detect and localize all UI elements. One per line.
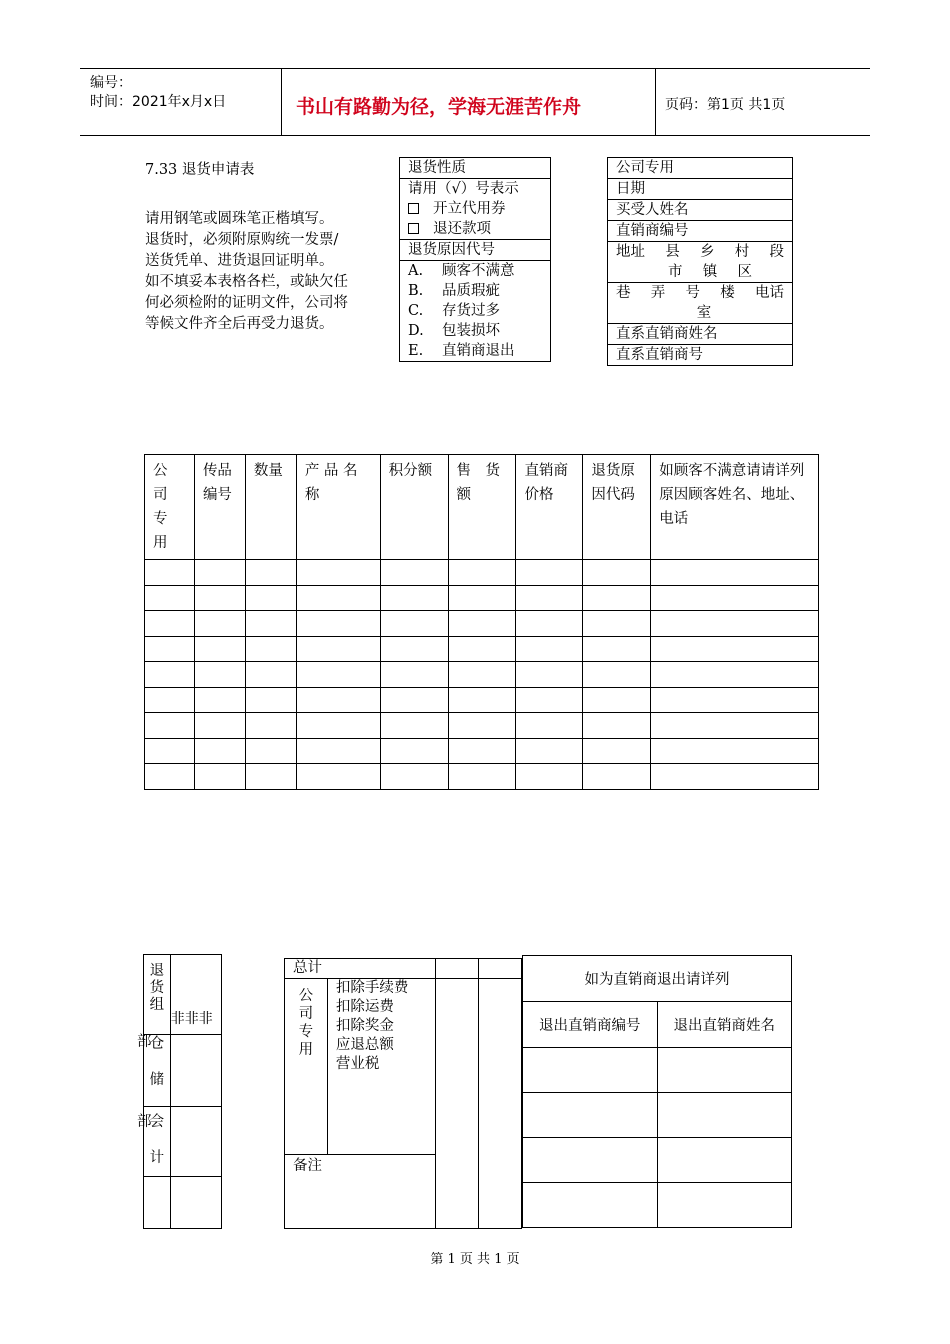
table-cell[interactable] [245, 738, 296, 764]
table-cell[interactable] [651, 738, 819, 764]
table-cell[interactable] [194, 662, 245, 688]
table-cell[interactable] [651, 560, 819, 586]
table-cell[interactable] [145, 611, 195, 637]
reason-item: D. 包装损坏 [400, 321, 551, 341]
table-cell[interactable] [245, 636, 296, 662]
address-field[interactable] [608, 242, 793, 283]
table-cell[interactable] [145, 560, 195, 586]
instruction-line: 如不填妥本表格各栏，或缺欠任 [145, 274, 348, 290]
table-cell[interactable] [651, 713, 819, 739]
header-divider [655, 68, 656, 135]
deduction-item: 扣除运费 [335, 999, 394, 1015]
table-cell[interactable] [657, 1138, 792, 1183]
table-cell[interactable] [516, 585, 583, 611]
table-cell[interactable] [296, 611, 380, 637]
date-field[interactable]: 日期 [608, 179, 793, 200]
table-cell[interactable] [145, 713, 195, 739]
return-group-label: 退 货 组 [144, 955, 171, 1035]
header-page: 页码：第1页 共1页 [665, 97, 786, 113]
table-cell[interactable] [296, 764, 380, 790]
table-cell[interactable] [380, 764, 448, 790]
table-cell[interactable] [583, 611, 651, 637]
deduction-item: 营业税 [335, 1056, 380, 1072]
table-cell[interactable] [651, 687, 819, 713]
table-cell[interactable] [380, 738, 448, 764]
table-cell[interactable] [516, 662, 583, 688]
header-divider [281, 68, 282, 135]
table-cell[interactable] [516, 687, 583, 713]
table-cell[interactable] [583, 636, 651, 662]
table-cell[interactable] [583, 560, 651, 586]
table-cell[interactable] [448, 636, 516, 662]
table-cell[interactable] [516, 560, 583, 586]
deduction-value-2[interactable] [479, 979, 522, 1229]
table-cell[interactable] [194, 687, 245, 713]
remarks-label: 备注 [285, 1155, 436, 1229]
table-row [145, 585, 819, 611]
table-cell[interactable] [657, 1183, 792, 1228]
table-cell[interactable] [448, 662, 516, 688]
table-cell[interactable] [245, 560, 296, 586]
table-cell[interactable] [583, 662, 651, 688]
accounting-label: 部 会 计 [144, 1107, 171, 1177]
company-use-label: 公 司 专 用 [285, 979, 328, 1155]
col-reason-code: 退货原 因代码 [583, 455, 651, 560]
buyer-name-field[interactable]: 买受人姓名 [608, 200, 793, 221]
table-row [523, 1093, 792, 1138]
table-cell[interactable] [516, 611, 583, 637]
col-sale-amount: 售 货 额 [448, 455, 516, 560]
col-product-code: 传品 编号 [194, 455, 245, 560]
col-product-name: 产 品 名 称 [296, 455, 380, 560]
table-row [523, 1183, 792, 1228]
table-cell[interactable] [296, 687, 380, 713]
table-row [145, 560, 819, 586]
table-cell[interactable] [448, 585, 516, 611]
table-cell[interactable] [296, 636, 380, 662]
table-cell[interactable] [651, 764, 819, 790]
deduction-list [327, 979, 436, 1155]
direct-no-field[interactable]: 直系直销商号 [608, 345, 793, 366]
address-row: 地址 县 乡 村 段 [616, 244, 784, 260]
checkbox-icon[interactable] [408, 223, 419, 234]
table-cell[interactable] [651, 636, 819, 662]
table-cell[interactable] [245, 687, 296, 713]
table-cell[interactable] [583, 687, 651, 713]
table-cell[interactable] [296, 738, 380, 764]
extra-label [144, 1177, 171, 1229]
total-label: 总计 [285, 959, 436, 979]
table-cell[interactable] [380, 687, 448, 713]
option-voucher[interactable]: 开立代用券 [400, 199, 551, 219]
table-cell[interactable] [448, 764, 516, 790]
table-cell[interactable] [583, 713, 651, 739]
table-cell[interactable] [194, 764, 245, 790]
table-cell[interactable] [448, 713, 516, 739]
col-distributor-price: 直销商 价格 [516, 455, 583, 560]
table-cell[interactable] [516, 636, 583, 662]
header-top-rule [80, 68, 870, 69]
table-cell[interactable] [245, 585, 296, 611]
deduction-value[interactable] [436, 979, 479, 1229]
warehouse-label: 部 仓 储 [144, 1035, 171, 1107]
table-cell[interactable] [194, 611, 245, 637]
header-bottom-rule [80, 135, 870, 136]
table-cell[interactable] [651, 585, 819, 611]
warehouse-sign[interactable]: 非非非 [170, 1035, 221, 1107]
table-cell[interactable] [523, 1093, 658, 1138]
table-cell[interactable] [145, 687, 195, 713]
extra-sign[interactable] [170, 1177, 221, 1229]
option-refund[interactable]: 退还款项 [400, 219, 551, 240]
return-items-table [144, 454, 819, 790]
header-motto: 书山有路勤为径，学海无涯苦作舟 [296, 96, 582, 118]
table-cell[interactable] [516, 738, 583, 764]
instruction-line: 等候文件齐全后再受力退货。 [145, 316, 334, 332]
instruction-line: 何必须检附的证明文件，公司将 [145, 295, 348, 311]
col-points: 积分额 [380, 455, 448, 560]
reason-item: B. 品质瑕疵 [400, 281, 551, 301]
table-row [145, 662, 819, 688]
table-cell[interactable] [651, 611, 819, 637]
table-row [523, 1138, 792, 1183]
col-quantity: 数量 [245, 455, 296, 560]
distributor-exit-table [522, 955, 792, 1228]
exit-col-number: 退出直销商编号 [523, 1002, 658, 1048]
table-cell[interactable] [296, 662, 380, 688]
header-number: 编号： [90, 75, 132, 91]
table-cell[interactable] [145, 764, 195, 790]
return-nature-box [399, 157, 551, 362]
total-value[interactable] [436, 959, 479, 979]
return-nature-hint: 请用（√）号表示 [400, 179, 551, 200]
exit-col-name: 退出直销商姓名 [657, 1002, 792, 1048]
table-row [145, 611, 819, 637]
return-nature-heading: 退货性质 [400, 158, 551, 179]
table-cell[interactable] [448, 687, 516, 713]
header-time: 时间：2021年x月x日 [90, 94, 227, 110]
table-cell[interactable] [516, 764, 583, 790]
col-company-use: 公 司 专 用 [145, 455, 195, 560]
table-cell[interactable] [380, 585, 448, 611]
table-cell[interactable] [583, 738, 651, 764]
table-cell[interactable] [245, 611, 296, 637]
checkbox-icon[interactable] [408, 203, 419, 214]
table-cell[interactable] [380, 560, 448, 586]
table-cell[interactable] [380, 662, 448, 688]
company-heading: 公司专用 [608, 158, 793, 179]
direct-name-field[interactable]: 直系直销商姓名 [608, 324, 793, 345]
table-cell[interactable] [380, 713, 448, 739]
table-cell[interactable] [245, 713, 296, 739]
table-cell[interactable] [145, 636, 195, 662]
table-row [145, 713, 819, 739]
accounting-sign[interactable] [170, 1107, 221, 1177]
address-row: 巷 弄 号 楼 电话 [616, 285, 784, 301]
table-cell[interactable] [296, 560, 380, 586]
totals-table [284, 958, 522, 1229]
table-cell[interactable] [657, 1093, 792, 1138]
table-cell[interactable] [448, 611, 516, 637]
table-cell[interactable] [194, 713, 245, 739]
table-cell[interactable] [651, 662, 819, 688]
address-row: 市 镇 区 [668, 264, 752, 280]
reason-item: C. 存货过多 [400, 301, 551, 321]
table-cell[interactable] [194, 560, 245, 586]
address-detail-field[interactable] [608, 283, 793, 324]
table-cell[interactable] [145, 662, 195, 688]
table-header-row [145, 455, 819, 560]
table-cell[interactable] [194, 585, 245, 611]
table-cell[interactable] [523, 1183, 658, 1228]
distributor-no-field[interactable]: 直销商编号 [608, 221, 793, 242]
table-cell[interactable] [145, 585, 195, 611]
table-cell[interactable] [380, 636, 448, 662]
department-sign-table [137, 954, 222, 1229]
table-row [145, 636, 819, 662]
table-cell[interactable] [245, 764, 296, 790]
reason-item: A. 顾客不满意 [400, 261, 551, 282]
table-cell[interactable] [145, 738, 195, 764]
instruction-line: 退货时，必须附原购统一发票/ [145, 232, 339, 248]
reason-item: E. 直销商退出 [400, 341, 551, 362]
table-cell[interactable] [523, 1048, 658, 1093]
page-footer: 第 1 页 共 1 页 [430, 1252, 520, 1267]
table-row [523, 1048, 792, 1093]
table-cell[interactable] [296, 713, 380, 739]
deduction-item: 应退总额 [335, 1037, 394, 1053]
table-cell[interactable] [448, 560, 516, 586]
col-customer-detail: 如顾客不满意请请详列原因顾客姓名、地址、电话 [651, 455, 819, 560]
table-cell[interactable] [657, 1048, 792, 1093]
table-row [145, 764, 819, 790]
deduction-item: 扣除手续费 [335, 980, 409, 996]
table-cell[interactable] [583, 764, 651, 790]
exit-title: 如为直销商退出请详列 [523, 956, 792, 1002]
table-row [145, 738, 819, 764]
address-row: 室 [696, 305, 712, 321]
deduction-item: 扣除奖金 [335, 1018, 394, 1034]
table-cell[interactable] [194, 738, 245, 764]
reason-heading: 退货原因代号 [400, 240, 551, 261]
table-cell[interactable] [523, 1138, 658, 1183]
table-cell[interactable] [245, 662, 296, 688]
instruction-line: 送货凭单、进货退回证明单。 [145, 253, 334, 269]
form-title: 7.33 退货申请表 [145, 162, 255, 178]
table-cell[interactable] [296, 585, 380, 611]
total-value-2[interactable] [479, 959, 522, 979]
table-cell[interactable] [194, 636, 245, 662]
table-cell[interactable] [448, 738, 516, 764]
table-cell[interactable] [380, 611, 448, 637]
table-cell[interactable] [583, 585, 651, 611]
instructions [145, 209, 348, 335]
instruction-line: 请用钢笔或圆珠笔正楷填写。 [145, 211, 334, 227]
company-use-box [607, 157, 793, 366]
table-cell[interactable] [516, 713, 583, 739]
table-row [145, 687, 819, 713]
